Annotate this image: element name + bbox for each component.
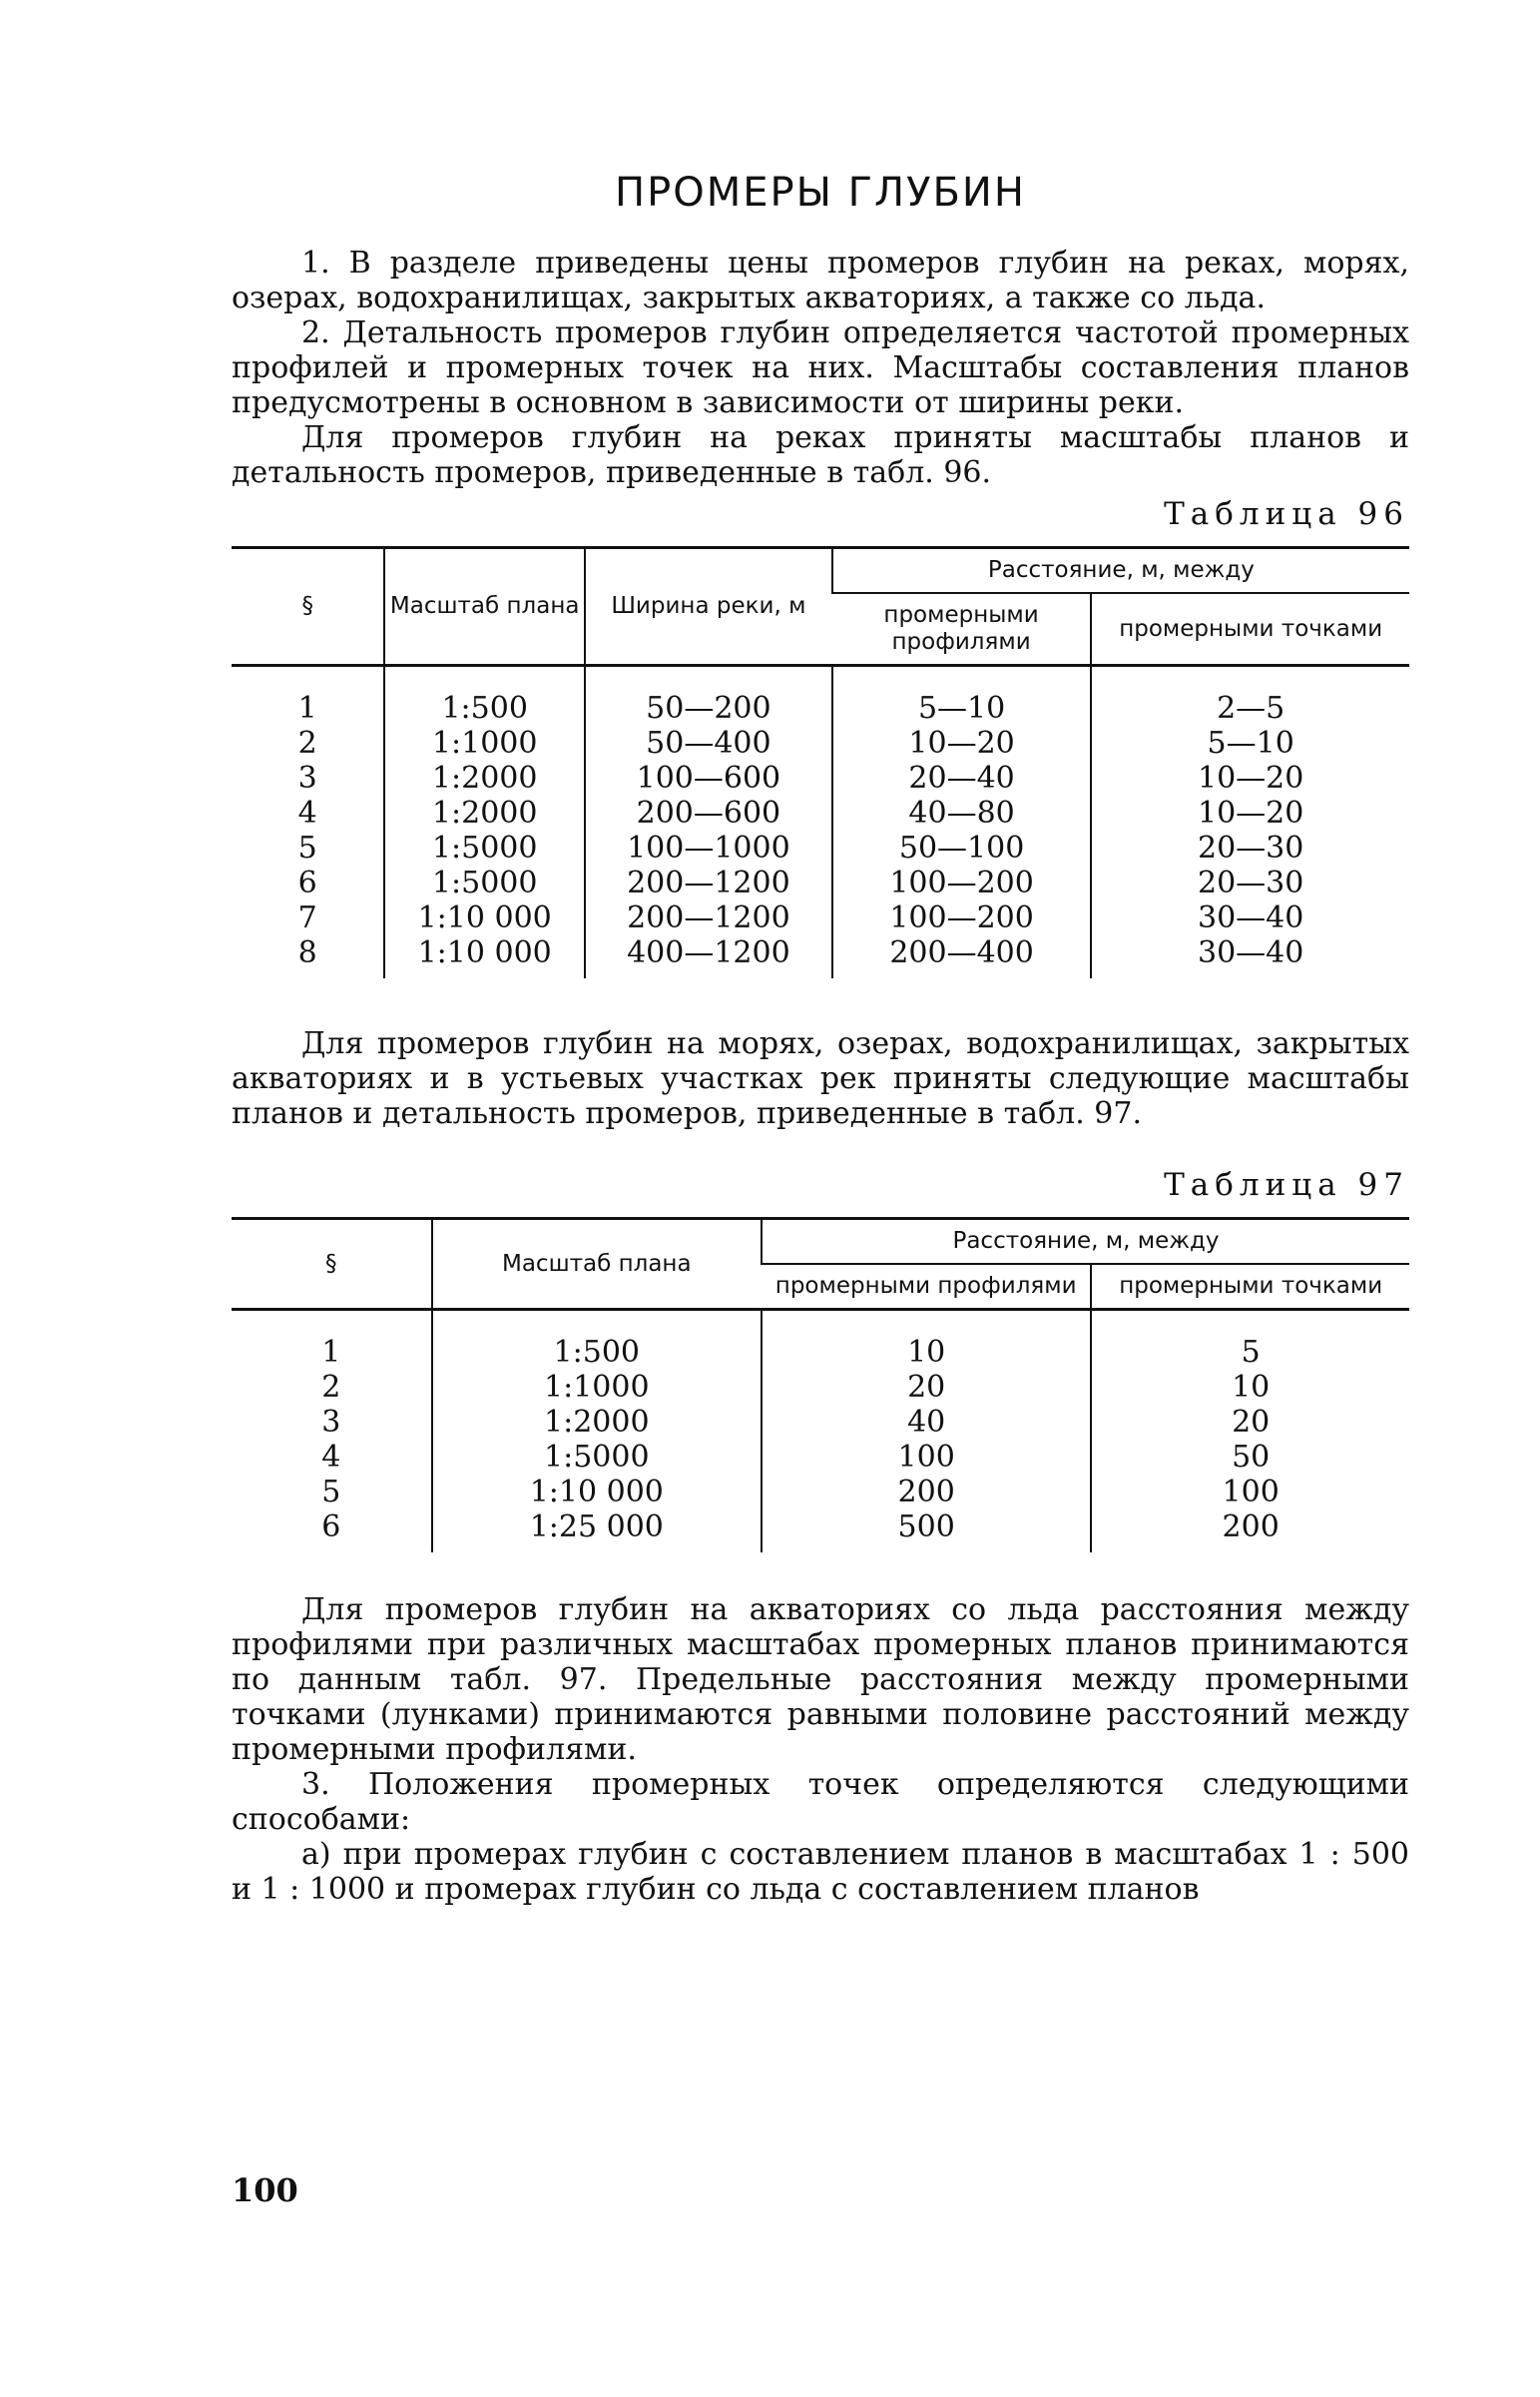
- table-96-body: [232, 666, 1409, 979]
- table-cell: 30—40: [1091, 935, 1409, 978]
- table-cell: 5—10: [832, 666, 1092, 727]
- table-cell: 100—1000: [585, 831, 832, 866]
- table-cell: 50—400: [585, 726, 832, 761]
- table-cell: 6: [321, 1509, 341, 1544]
- table-cell: 20: [762, 1370, 1091, 1405]
- table-97-caption: Таблица 97: [1164, 1167, 1409, 1203]
- table-cell: 100: [762, 1440, 1091, 1475]
- table-96-header-width: Ширина реки, м: [585, 548, 832, 666]
- table-cell: 1:5000: [384, 866, 585, 900]
- table-row: [232, 1405, 1409, 1440]
- table-96-caption: Таблица 96: [1164, 496, 1409, 532]
- table-cell: 10: [762, 1310, 1091, 1371]
- table-97-header-num: §: [325, 1250, 337, 1277]
- table-97-body: [232, 1310, 1409, 1553]
- table-row: [232, 935, 1409, 978]
- table-cell: 20—40: [832, 761, 1092, 796]
- table-97: [232, 1217, 1409, 1552]
- table-cell: 3: [321, 1405, 341, 1440]
- table-cell: 1:25 000: [432, 1509, 762, 1552]
- paragraph-6: 3. Положения промерных точек определяются следующими способами:: [232, 1767, 1409, 1837]
- table-cell: 200—400: [832, 935, 1092, 978]
- paragraph-2: 2. Детальность промеров глубин определяется частотой промерных профилей и промерных точек на них. Масштабы составления планов предусмотрены в основном в зависимости от ширины реки.: [232, 315, 1409, 420]
- table-cell: 1: [321, 1335, 341, 1370]
- paragraph-5: Для промеров глубин на акваториях со льда расстояния между профилями при различных масштабах промерных планов принимаются по данным табл. 97. Предельные расстояния между промерными точками (лунками) принимаются равными половине расстояний между промерными профилями.: [232, 1592, 1409, 1767]
- table-cell: 2: [321, 1370, 341, 1405]
- table-cell: 200: [1091, 1509, 1409, 1552]
- table-97-header-scale: Масштаб плана: [432, 1219, 762, 1310]
- table-cell: 3: [297, 761, 317, 796]
- table-row: [232, 1440, 1409, 1475]
- table-cell: 1:2000: [384, 796, 585, 831]
- table-cell: 1:1000: [432, 1370, 762, 1405]
- table-cell: 1:500: [432, 1310, 762, 1371]
- table-cell: 1:2000: [384, 761, 585, 796]
- table-row: [232, 1509, 1409, 1552]
- table-97-header-distance: Расстояние, м, между: [762, 1219, 1409, 1265]
- table-cell: 5: [1091, 1310, 1409, 1371]
- table-cell: 1:500: [384, 666, 585, 727]
- table-cell: 4: [297, 796, 317, 831]
- table-row: [232, 831, 1409, 866]
- table-cell: 200—1200: [585, 900, 832, 935]
- table-cell: 1:10 000: [384, 935, 585, 978]
- table-cell: 1:2000: [432, 1405, 762, 1440]
- table-cell: 5: [321, 1475, 341, 1509]
- table-96: [232, 546, 1409, 978]
- table-cell: 2: [297, 726, 317, 761]
- table-row: [232, 1310, 1409, 1371]
- table-96-header-distance: Расстояние, м, между: [832, 548, 1409, 594]
- table-cell: 200—600: [585, 796, 832, 831]
- paragraph-3: Для промеров глубин на реках приняты масштабы планов и детальность промеров, приведенные в табл. 96.: [232, 420, 1409, 490]
- paragraph-1: 1. В разделе приведены цены промеров глубин на реках, морях, озерах, водохранилищах, закрытых акваториях, а также со льда.: [232, 246, 1409, 315]
- table-cell: 30—40: [1091, 900, 1409, 935]
- table-row: [232, 761, 1409, 796]
- table-cell: 1:1000: [384, 726, 585, 761]
- table-row: [232, 1475, 1409, 1509]
- table-96-header-num: §: [301, 593, 313, 619]
- page-content: [232, 170, 1409, 1907]
- table-96-header-points: промерными точками: [1091, 593, 1409, 666]
- table-cell: 100—200: [832, 866, 1092, 900]
- table-97-header-profiles: промерными профилями: [774, 1273, 1077, 1299]
- table-cell: 1:5000: [432, 1440, 762, 1475]
- table-cell: 50—100: [832, 831, 1092, 866]
- table-cell: 2—5: [1091, 666, 1409, 727]
- table-cell: 50—200: [585, 666, 832, 727]
- table-cell: 50: [1091, 1440, 1409, 1475]
- table-cell: 10—20: [1091, 761, 1409, 796]
- table-cell: 4: [321, 1440, 341, 1475]
- table-row: [232, 1370, 1409, 1405]
- table-cell: 40—80: [832, 796, 1092, 831]
- table-cell: 1:10 000: [384, 900, 585, 935]
- table-cell: 10—20: [832, 726, 1092, 761]
- table-cell: 200—1200: [585, 866, 832, 900]
- table-cell: 5—10: [1091, 726, 1409, 761]
- table-96-header-profiles: промерными профилями: [883, 602, 1039, 655]
- table-cell: 6: [297, 866, 317, 900]
- table-cell: 40: [762, 1405, 1091, 1440]
- table-cell: 10—20: [1091, 796, 1409, 831]
- page-title: ПРОМЕРЫ ГЛУБИН: [615, 170, 1026, 216]
- table-row: [232, 796, 1409, 831]
- table-cell: 7: [297, 900, 317, 935]
- table-cell: 1:5000: [384, 831, 585, 866]
- table-cell: 100—200: [832, 900, 1092, 935]
- table-cell: 20: [1091, 1405, 1409, 1440]
- table-96-header-scale: Масштаб плана: [384, 548, 585, 666]
- table-cell: 1: [297, 691, 317, 726]
- table-cell: 100: [1091, 1475, 1409, 1509]
- table-row: [232, 726, 1409, 761]
- paragraph-7: а) при промерах глубин с составлением планов в масштабах 1 : 500 и 1 : 1000 и промерах глубин со льда с составлением планов: [232, 1837, 1409, 1907]
- paragraph-4: Для промеров глубин на морях, озерах, водохранилищах, закрытых акваториях и в устьевых участках рек приняты следующие масштабы планов и детальность промеров, приведенные в табл. 97.: [232, 1026, 1409, 1131]
- table-cell: 20—30: [1091, 831, 1409, 866]
- table-97-header-points: промерными точками: [1091, 1264, 1409, 1310]
- table-cell: 10: [1091, 1370, 1409, 1405]
- table-row: [232, 900, 1409, 935]
- table-cell: 500: [762, 1509, 1091, 1552]
- table-row: [232, 666, 1409, 727]
- table-cell: 1:10 000: [432, 1475, 762, 1509]
- table-cell: 8: [297, 935, 317, 970]
- table-cell: 200: [762, 1475, 1091, 1509]
- table-cell: 400—1200: [585, 935, 832, 978]
- table-cell: 100—600: [585, 761, 832, 796]
- table-cell: 20—30: [1091, 866, 1409, 900]
- table-cell: 5: [297, 831, 317, 866]
- page-number: 100: [232, 2171, 298, 2209]
- table-row: [232, 866, 1409, 900]
